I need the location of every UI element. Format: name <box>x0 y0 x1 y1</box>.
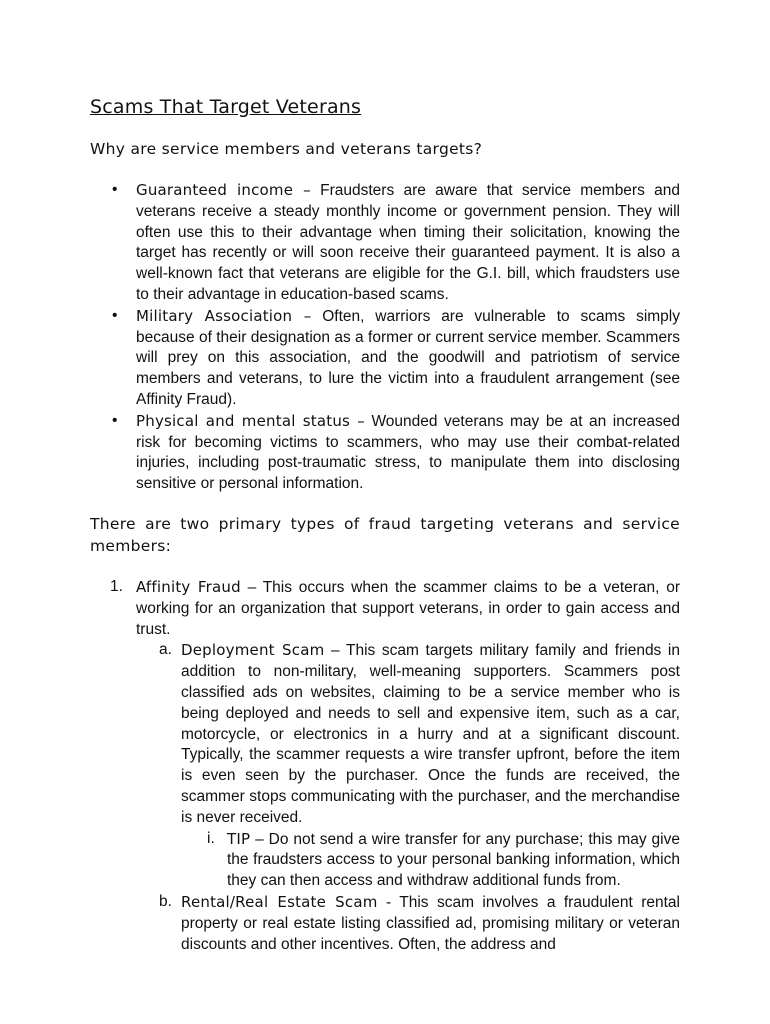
bullet-text: Fraudsters are aware that service members and veterans receive a steady monthly income or government pension. They will often use this to their advantage when timing their solicitation, knowing the target has recently or will soon receive their guaranteed payment. It is also a well-known fact that veterans are eligible for the G.I. bill, which fraudsters use to their advantage in education-based scams. <box>136 182 681 303</box>
sub-item-deployment-scam <box>136 640 680 892</box>
bullet-marker: • <box>112 181 118 198</box>
bullet-marker: • <box>112 411 118 429</box>
list-letter: a. <box>159 641 172 659</box>
bullet-marker: • <box>112 306 118 324</box>
bullet-item-guaranteed-income <box>90 180 680 306</box>
tip-item <box>181 829 680 892</box>
fraud-type-affinity <box>90 577 680 955</box>
tip-text: – Do not send a wire transfer for any purchase; this may give the fraudsters access to your personal banking information, which they can then access and withdraw additional funds from. <box>227 830 680 890</box>
bullet-term: Guaranteed income – <box>136 181 311 199</box>
affinity-sub-list <box>136 640 680 955</box>
bullet-term: Military Association – <box>136 306 312 325</box>
tip-list <box>181 829 680 892</box>
bullet-item-military-association <box>90 306 680 411</box>
sub-item-term: Deployment Scam <box>181 641 325 660</box>
section-heading-targets: Why are service members and veterans targets? <box>90 140 483 158</box>
fraud-type-text: – This occurs when the scammer claims to be a veteran, or working for an organization that support veterans, in order to gain access and trust. <box>136 578 680 638</box>
document-title: Scams That Target Veterans <box>90 96 362 118</box>
bullet-text: Often, warriors are vulnerable to scams simply because of their designation as a former or current service member. Scammers will prey on this association, and the goodwill and patriotism of service members and veterans, to lure the victim into a fraudulent arrangement (see Affinity Fraud). <box>136 307 680 408</box>
fraud-types-list <box>90 577 680 955</box>
targets-bullet-list <box>90 180 680 495</box>
sub-item-term: Rental/Real Estate Scam <box>181 892 378 911</box>
bullet-text: Wounded veterans may be at an increased risk for becoming victims to scammers, who may use their combat-related injuries, including post-traumatic stress, to manipulate them into disclosing sensitive or personal information. <box>136 412 680 493</box>
bullet-term: Physical and mental status – <box>136 411 365 430</box>
list-number: 1. <box>110 577 123 595</box>
bullet-item-physical-mental-status <box>90 411 680 495</box>
fraud-type-term: Affinity Fraud <box>136 577 241 596</box>
sub-item-rental-real-estate-scam <box>136 892 680 955</box>
list-roman: i. <box>207 829 215 847</box>
sub-item-text: – This scam targets military family and friends in addition to non-military, well-meaning supporters. Scammers post classified ads on websites, claiming to be a service member who is being deployed and needs to sell and expensive item, such as a car, motorcycle, or electronics in a hurry and at a significant discount. Typically, the scammer requests a wire transfer upfront, before the item is even seen by the purchaser. Once the funds are received, the scammer stops communicating with the purchaser, and the merchandise is never received. <box>181 642 680 826</box>
tip-term: TIP <box>227 829 251 848</box>
list-letter: b. <box>159 892 172 910</box>
sub-item-text: - This scam involves a fraudulent rental property or real estate listing classified ad, promising military or veteran discounts and other incentives. Often, the address and <box>181 893 680 953</box>
section-heading-fraud-types: There are two primary types of fraud targeting veterans and service members: <box>90 514 680 555</box>
